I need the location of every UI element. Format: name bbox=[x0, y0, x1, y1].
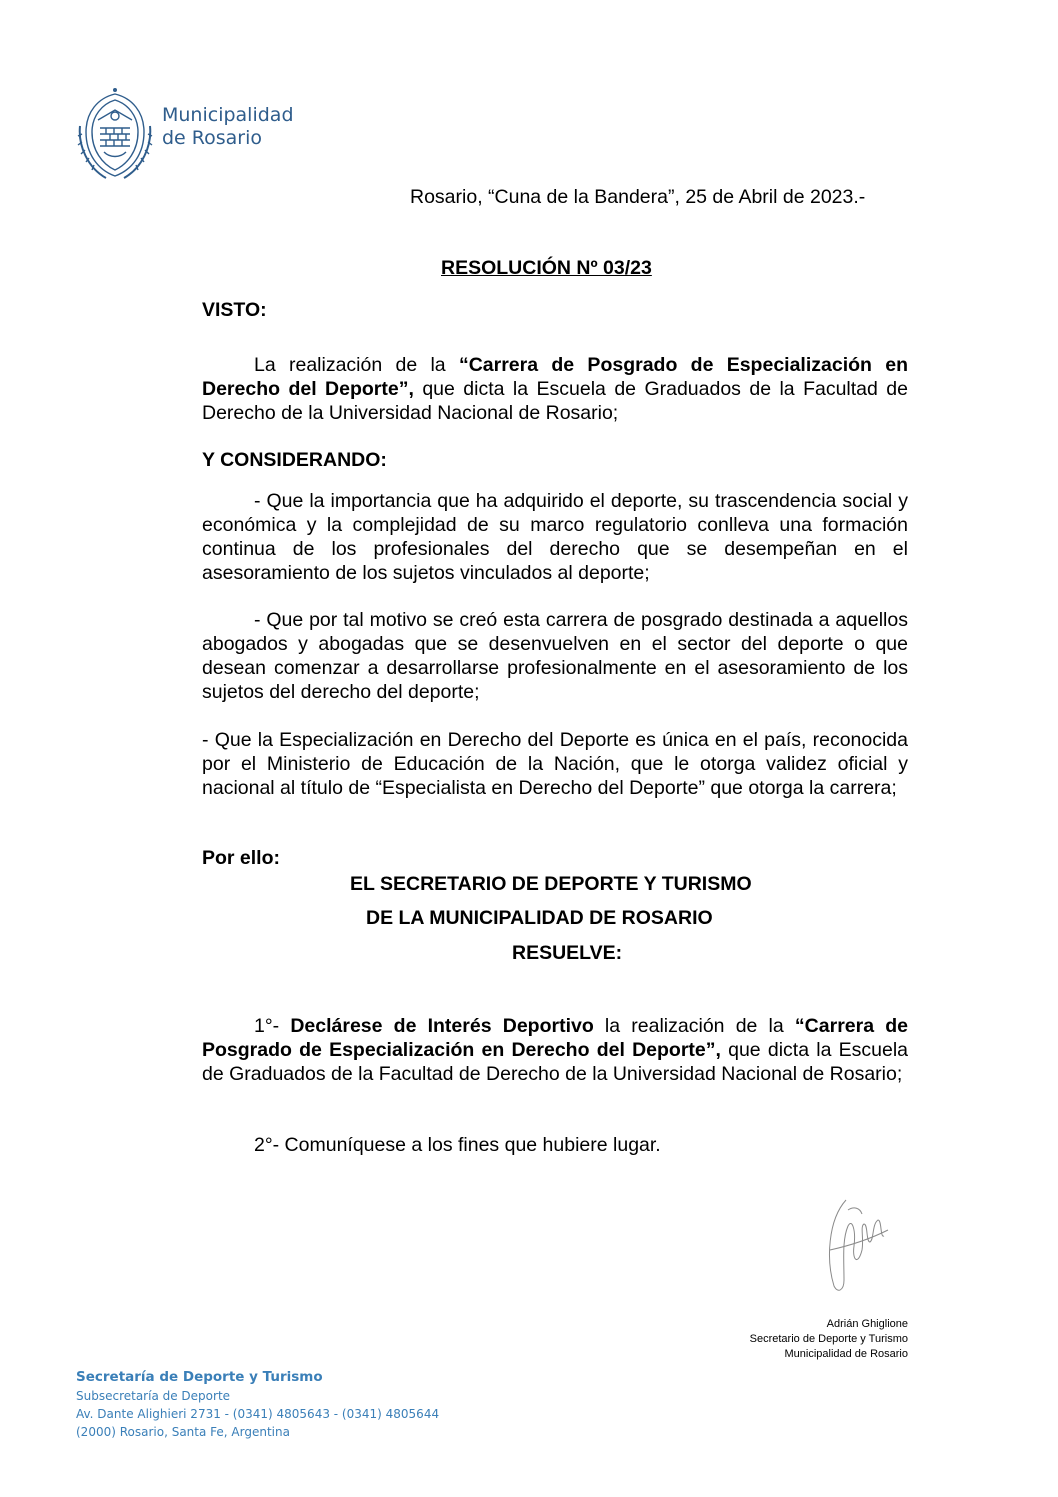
signatory-role: Secretario de Deporte y Turismo bbox=[749, 1333, 908, 1345]
article-1-text-1: la realización de la bbox=[593, 1015, 795, 1037]
visto-text-c: que dicta la Escuela de Graduados de la Facultad de Derecho de la Universidad Nacional de Rosario; bbox=[202, 378, 908, 424]
resolution-title: RESOLUCIÓN Nº 03/23 bbox=[441, 257, 652, 279]
footer bbox=[76, 1367, 439, 1441]
footer-title: Secretaría de Deporte y Turismo bbox=[76, 1369, 323, 1385]
considerando-text-3: - Que la Especialización en Derecho del Deporte es única en el país, reconocida por el Ministerio de Educación de la Nación, que le otorga validez oficial y nacional al título de “Especialista en Derecho del Deporte” que otorga la carrera; bbox=[202, 729, 908, 799]
considerando-text-1: - Que la importancia que ha adquirido el deporte, su trascendencia social y económica y la complejidad de su marco regulatorio conlleva una formación continua de los profesionales del derecho que se desempeñan en el asesoramiento de los sujetos vinculados al deporte; bbox=[202, 490, 908, 584]
org-name-line1: Municipalidad bbox=[162, 104, 294, 126]
footer-line-1: Subsecretaría de Deporte bbox=[76, 1389, 231, 1403]
visto-paragraph bbox=[202, 353, 908, 425]
signatory-name: Adrián Ghiglione bbox=[826, 1318, 908, 1330]
footer-line-2: Av. Dante Alighieri 2731 - (0341) 4805643 - (0341) 4805644 bbox=[76, 1407, 440, 1421]
signatory-org: Municipalidad de Rosario bbox=[784, 1348, 908, 1360]
visto-text-a: La realización de la bbox=[254, 354, 459, 376]
considerando-paragraph-3 bbox=[202, 728, 908, 800]
considerando-heading: Y CONSIDERANDO: bbox=[202, 449, 387, 471]
signature-block bbox=[750, 1317, 908, 1362]
article-1-text-2: que dicta la Escuela de Graduados de la Facultad de Derecho de la Universidad Nacional de Rosario; bbox=[202, 1039, 908, 1085]
considerando-paragraph-1 bbox=[202, 489, 908, 585]
handwritten-signature-icon bbox=[818, 1190, 898, 1300]
municipal-coat-of-arms-icon bbox=[76, 86, 154, 182]
authority-line-1: EL SECRETARIO DE DEPORTE Y TURISMO bbox=[350, 873, 752, 895]
considerando-paragraph-2 bbox=[202, 608, 908, 704]
resuelve-heading: RESUELVE: bbox=[512, 942, 623, 964]
org-name-line2: de Rosario bbox=[162, 127, 263, 149]
authority-line-2: DE LA MUNICIPALIDAD DE ROSARIO bbox=[366, 907, 713, 929]
article-1 bbox=[202, 1014, 908, 1086]
article-1-number: 1°- bbox=[254, 1015, 291, 1037]
career-name-bold: “Carrera de Posgrado de Especialización en Derecho del Deporte”, bbox=[202, 354, 908, 400]
org-name bbox=[162, 104, 294, 150]
date-line: Rosario, “Cuna de la Bandera”, 25 de Abril de 2023.- bbox=[410, 186, 866, 208]
footer-line-3: (2000) Rosario, Santa Fe, Argentina bbox=[76, 1425, 290, 1439]
considerando-text-2: - Que por tal motivo se creó esta carrera de posgrado destinada a aquellos abogados y abogadas que se desenvuelven en el sector del deporte o que desean comenzar a desarrollarse profesionalmente en el asesoramiento de los sujetos del derecho del deporte; bbox=[202, 609, 908, 703]
visto-heading: VISTO: bbox=[202, 299, 267, 321]
article-2: 2°- Comuníquese a los fines que hubiere lugar. bbox=[254, 1134, 661, 1156]
por-ello-heading: Por ello: bbox=[202, 847, 281, 869]
article-1-bold-career: “Carrera de Posgrado de Especialización en Derecho del Deporte”, bbox=[202, 1015, 908, 1061]
article-1-bold-declaration: Declárese de Interés Deportivo bbox=[290, 1015, 594, 1037]
